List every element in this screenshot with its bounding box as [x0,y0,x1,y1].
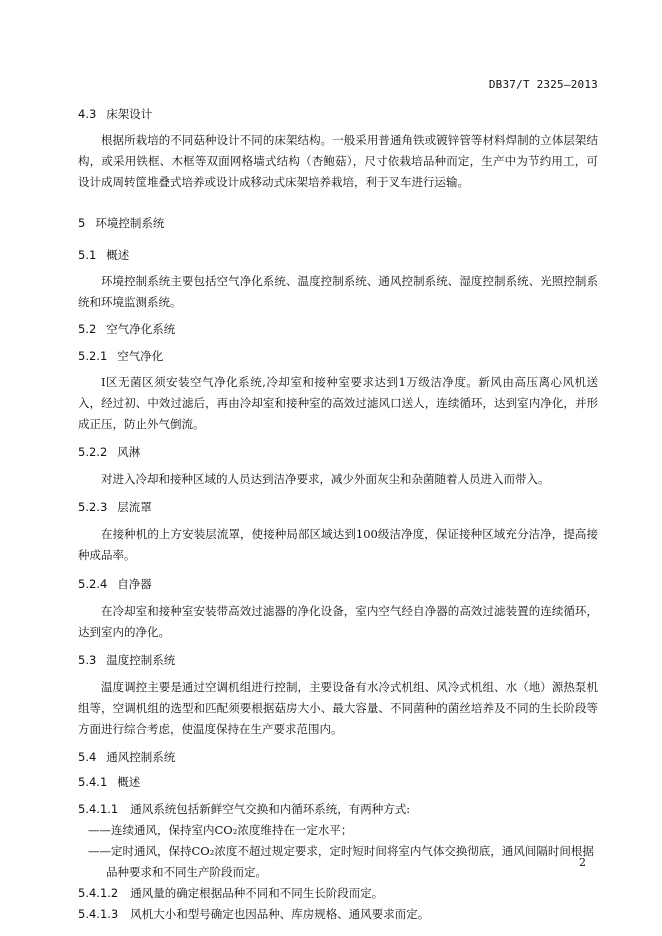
clause-text: 风机大小和型号确定也因品种、库房规格、通风要求而定。 [130,907,430,921]
heading-title: 温度控制系统 [106,653,176,667]
heading-number: 5.1 [78,248,97,262]
clause-text: 通风系统包括新鲜空气交换和内循环系统，有两种方式: [130,802,411,816]
paragraph-5-2-4: 在冷却室和接种室安装带高效过滤器的净化设备，室内空气经自净器的高效过滤装置的连续循环，达到室内的净化。 [78,604,598,639]
paragraph-5-2-3: 在接种机的上方安装层流罩，使接种局部区域达到100级洁净度，保证接种区域充分洁净，提高接种成品率。 [78,527,598,562]
list-item: ——连续通风，保持室内CO₂浓度维持在一定水平； [88,823,353,837]
document-body [78,102,598,925]
heading-title: 概述 [106,248,130,262]
heading-title: 空气净化 [117,349,164,363]
heading-4-3 [78,106,598,122]
heading-5 [78,215,598,231]
heading-title: 自净器 [117,577,152,591]
heading-number: 5.2.2 [78,445,108,459]
heading-5-2-1 [78,348,598,364]
list-item: ——定时通风，保持CO₂浓度不超过规定要求，定时短时间将室内气体交换彻底，通风间隔时间根据品种要求和不同生产阶段而定。 [88,844,594,879]
clause-text: 通风量的确定根据品种不同和不同生长阶段而定。 [130,886,384,900]
clause-5-4-1-2 [78,883,598,904]
page-number: 2 [579,856,586,869]
clause-5-4-1-3 [78,904,598,925]
paragraph-4-3: 根据所栽培的不同菇种设计不同的床架结构。一般采用普通角铁或镀锌管等材料焊制的立体层架结构，或采用铁框、木框等双面网格墙式结构（杏鲍菇），尺寸依栽培品种而定，生产中为节约用工，可设计成周转筐堆叠式培养或设计成移动式床架培养栽培，利于叉车进行运输。 [78,133,598,189]
heading-5-2-4 [78,576,598,592]
clause-5-4-1-1 [78,799,598,820]
heading-title: 通风控制系统 [106,750,176,764]
heading-title: 层流罩 [117,500,152,514]
heading-title: 床架设计 [106,107,153,121]
heading-number: 5.2.4 [78,577,108,591]
heading-number: 5.2.1 [78,349,108,363]
heading-number: 4.3 [78,107,97,121]
heading-number: 5.2.3 [78,500,108,514]
heading-5-2 [78,321,598,337]
heading-5-3 [78,652,598,668]
heading-title: 概述 [117,775,141,789]
heading-5-1 [78,247,598,263]
heading-number: 5.3 [78,653,97,667]
clause-number: 5.4.1.1 [78,802,119,816]
clause-number: 5.4.1.2 [78,886,119,900]
clause-number: 5.4.1.3 [78,907,119,921]
heading-5-2-3 [78,499,598,515]
paragraph-5-2-2: 对进入冷却和接种区域的人员达到洁净要求，减少外面灰尘和杂菌随着人员进入而带入。 [101,472,550,486]
heading-5-2-2 [78,444,598,460]
heading-number: 5.4.1 [78,775,108,789]
heading-number: 5.2 [78,322,97,336]
paragraph-5-3: 温度调控主要是通过空调机组进行控制，主要设备有水冷式机组、风冷式机组、水（地）源热泵机组等，空调机组的选型和匹配须要根据菇房大小、最大容量、不同菌种的菌丝培养及不同的生长阶段等方面进行综合考虑，使温度保持在生产要求范围内。 [78,680,598,736]
heading-5-4 [78,749,598,765]
paragraph-5-2-1: I区无菌区须安装空气净化系统,冷却室和接种室要求达到1万级洁净度。新风由高压离心风机送入，经过初、中效过滤后，再由冷却室和接种室的高效过滤风口送人，连续循环，达到室内净化，并形成正压，防止外气倒流。 [78,375,598,431]
heading-title: 环境控制系统 [95,216,165,230]
heading-title: 风淋 [117,445,141,459]
heading-number: 5 [78,216,86,230]
heading-number: 5.4 [78,750,97,764]
heading-title: 空气净化系统 [106,322,176,336]
heading-5-4-1 [78,774,598,790]
paragraph-5-1: 环境控制系统主要包括空气净化系统、温度控制系统、通风控制系统、湿度控制系统、光照控制系统和环境监测系统。 [78,274,598,309]
standard-code: DB37/T 2325—2013 [488,78,598,91]
